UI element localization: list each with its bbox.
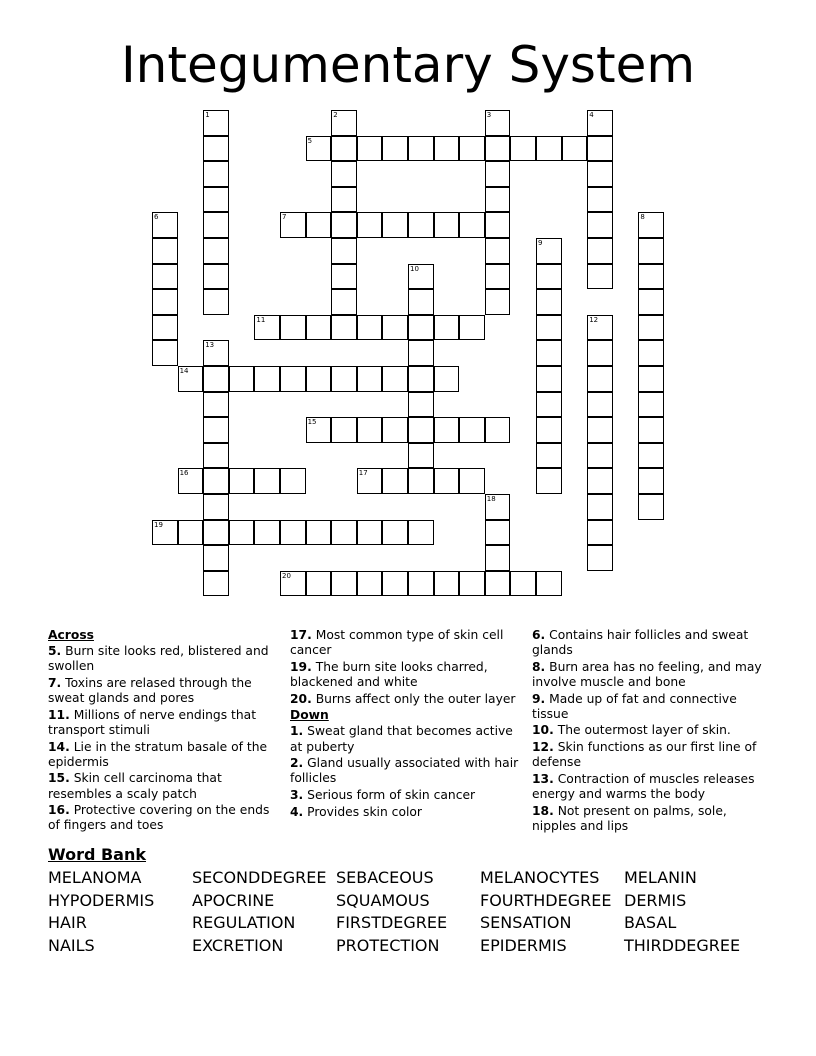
clue-number: 14.: [48, 739, 70, 754]
crossword-cell[interactable]: [638, 366, 664, 392]
crossword-cell[interactable]: [203, 110, 229, 136]
clue-number: 5.: [48, 644, 62, 659]
crossword-cell[interactable]: [331, 238, 357, 264]
crossword-cell[interactable]: [203, 136, 229, 162]
clue-number: 4.: [290, 804, 304, 819]
crossword-cell[interactable]: [587, 110, 613, 136]
crossword-cell[interactable]: [357, 571, 383, 597]
cell-number: 7: [282, 213, 287, 222]
crossword-cell[interactable]: [510, 136, 536, 162]
crossword-cell[interactable]: [587, 238, 613, 264]
crossword-cell[interactable]: [536, 468, 562, 494]
word-bank-word: EPIDERMIS: [480, 935, 567, 955]
crossword-cell[interactable]: [306, 571, 332, 597]
crossword-cell[interactable]: [280, 366, 306, 392]
crossword-cell[interactable]: [408, 520, 434, 546]
crossword-cell[interactable]: [152, 340, 178, 366]
crossword-cell[interactable]: [152, 289, 178, 315]
crossword-cell[interactable]: [638, 417, 664, 443]
crossword-cell[interactable]: [203, 264, 229, 290]
crossword-cell[interactable]: [638, 392, 664, 418]
clue-text: Serious form of skin cancer: [303, 787, 476, 802]
cell-number: 2: [333, 111, 338, 119]
crossword-cell[interactable]: [203, 468, 229, 494]
clue: [532, 723, 768, 738]
crossword-cell[interactable]: [434, 315, 460, 341]
cell-number: 4: [589, 111, 594, 119]
crossword-cell[interactable]: [280, 212, 306, 238]
crossword-cell[interactable]: [203, 340, 229, 366]
clue: [532, 692, 768, 722]
word-bank-word: SECONDDEGREE: [192, 868, 327, 887]
crossword-cell[interactable]: [638, 494, 664, 520]
crossword-cell[interactable]: [536, 571, 562, 597]
crossword-cell[interactable]: [408, 392, 434, 418]
clue-text: Burn site looks red, blistered and swollen: [48, 644, 269, 674]
crossword-cell[interactable]: [357, 468, 383, 494]
page-title: Integumentary System: [120, 36, 696, 94]
clue-text: Burns affect only the outer layer: [311, 691, 516, 706]
clue-text: Contraction of muscles releases energy and warms the body: [532, 771, 755, 801]
crossword-cell[interactable]: [459, 136, 485, 162]
crossword-cell[interactable]: [459, 571, 485, 597]
crossword-cell[interactable]: [408, 136, 434, 162]
crossword-cell[interactable]: [562, 136, 588, 162]
crossword-cell[interactable]: [408, 264, 434, 290]
cell-number: 13: [205, 341, 215, 350]
crossword-cell[interactable]: [485, 161, 511, 187]
clue: [532, 772, 768, 802]
word-bank: [48, 867, 788, 957]
cell-number: 3: [486, 111, 492, 119]
crossword-cell[interactable]: [331, 315, 357, 341]
crossword-cell[interactable]: [408, 289, 434, 315]
crossword-cell[interactable]: [382, 468, 408, 494]
clue-text: The burn site looks charred, blackened and white: [290, 659, 488, 689]
crossword-cell[interactable]: [152, 212, 178, 238]
cell-number: 9: [538, 239, 543, 247]
crossword-cell[interactable]: [178, 366, 204, 392]
crossword-cell[interactable]: [408, 315, 434, 341]
crossword-cell[interactable]: [203, 571, 229, 597]
crossword-cell[interactable]: [203, 545, 229, 571]
clue: [48, 644, 284, 674]
word-bank-word: APOCRINE: [192, 890, 275, 910]
clue-number: 1.: [290, 724, 304, 739]
clue-text: Skin functions as our first line of defense: [532, 739, 757, 770]
crossword-cell[interactable]: [434, 212, 460, 238]
crossword-cell[interactable]: [638, 443, 664, 469]
crossword-cell[interactable]: [587, 545, 613, 571]
clue-number: 18.: [532, 803, 554, 818]
cell-number: 5: [307, 136, 313, 145]
crossword-cell[interactable]: [408, 212, 434, 238]
crossword-cell[interactable]: [280, 571, 306, 597]
clue-text: Toxins are relased through the sweat glands and pores: [48, 676, 252, 706]
clue-number: 12.: [532, 739, 554, 754]
crossword-cell[interactable]: [203, 161, 229, 187]
crossword-cell[interactable]: [485, 136, 511, 162]
clue-number: 3.: [290, 787, 304, 802]
clues-column-1: [48, 628, 284, 835]
crossword-cell[interactable]: [638, 468, 664, 494]
crossword-cell[interactable]: [638, 238, 664, 264]
crossword-cell[interactable]: [434, 136, 460, 162]
crossword-cell[interactable]: [152, 264, 178, 290]
cell-number: 11: [256, 315, 266, 324]
crossword-cell[interactable]: [536, 136, 562, 162]
crossword-cell[interactable]: [536, 443, 562, 469]
clue-number: 11.: [48, 707, 70, 722]
crossword-cell[interactable]: [203, 443, 229, 469]
clue-number: 15.: [48, 771, 70, 786]
crossword-cell[interactable]: [485, 187, 511, 213]
crossword-cell[interactable]: [331, 417, 357, 443]
crossword-cell[interactable]: [408, 571, 434, 597]
crossword-cell[interactable]: [587, 136, 613, 162]
crossword-cell[interactable]: [536, 238, 562, 264]
word-bank-word: SEBACEOUS: [336, 868, 434, 887]
crossword-cell[interactable]: [357, 136, 383, 162]
clue-number: 9.: [532, 691, 546, 706]
crossword-cell[interactable]: [331, 110, 357, 136]
crossword-cell[interactable]: [280, 315, 306, 341]
crossword-cell[interactable]: [331, 366, 357, 392]
clue-text: The outermost layer of skin.: [553, 723, 731, 738]
word-bank-row: [48, 867, 788, 890]
word-bank-word: DERMIS: [624, 890, 687, 910]
crossword-cell[interactable]: [382, 520, 408, 546]
clue: [532, 660, 768, 690]
clue-number: 19.: [290, 659, 312, 674]
crossword-cell[interactable]: [382, 136, 408, 162]
crossword-cell[interactable]: [306, 520, 332, 546]
crossword-cell[interactable]: [203, 494, 229, 520]
crossword-cell[interactable]: [587, 392, 613, 418]
word-bank-row: [48, 935, 788, 958]
clue-text: Made up of fat and connective tissue: [532, 691, 737, 721]
clue-text: Burn area has no feeling, and may involve muscle and bone: [532, 659, 762, 689]
crossword-cell[interactable]: [203, 238, 229, 264]
crossword-cell[interactable]: [587, 494, 613, 520]
crossword-cell[interactable]: [459, 212, 485, 238]
crossword-cell[interactable]: [306, 417, 332, 443]
cell-number: 16: [179, 469, 189, 478]
crossword-cell[interactable]: [382, 315, 408, 341]
crossword-cell[interactable]: [638, 212, 664, 238]
crossword-cell[interactable]: [203, 520, 229, 546]
crossword-cell[interactable]: [357, 212, 383, 238]
crossword-cell[interactable]: [587, 468, 613, 494]
crossword-cell[interactable]: [485, 417, 511, 443]
crossword-cell[interactable]: [382, 366, 408, 392]
word-bank-word: HAIR: [48, 913, 87, 933]
cell-number: 8: [640, 213, 645, 222]
clue-number: 16.: [48, 803, 70, 818]
clue-text: Most common type of skin cell cancer: [290, 628, 504, 658]
crossword-cell[interactable]: [357, 315, 383, 341]
crossword-cell[interactable]: [536, 340, 562, 366]
clue: [532, 628, 768, 658]
word-bank-word: MELANOMA: [48, 868, 142, 887]
crossword-cell[interactable]: [331, 187, 357, 213]
crossword-cell[interactable]: [459, 315, 485, 341]
word-bank-row: [48, 912, 788, 935]
clue: [290, 660, 526, 690]
clue-text: Provides skin color: [303, 804, 422, 819]
crossword-cell[interactable]: [510, 571, 536, 597]
cell-number: 18: [486, 495, 496, 503]
clue-text: Sweat gland that becomes active at puberty: [290, 724, 513, 754]
crossword-cell[interactable]: [485, 212, 511, 238]
crossword-cell[interactable]: [331, 161, 357, 187]
clue-number: 2.: [290, 756, 304, 771]
crossword-cell[interactable]: [408, 417, 434, 443]
clue: [48, 740, 284, 770]
crossword-cell[interactable]: [152, 520, 178, 546]
clue-number: 17.: [290, 628, 312, 642]
clue-text: Millions of nerve endings that transport stimuli: [48, 707, 257, 737]
crossword-cell[interactable]: [638, 340, 664, 366]
clue-text: Lie in the stratum basale of the epidermis: [48, 739, 268, 769]
cell-number: 12: [589, 315, 599, 324]
crossword-cell[interactable]: [587, 161, 613, 187]
word-bank-row: [48, 890, 788, 913]
crossword-cell[interactable]: [434, 366, 460, 392]
clue: [290, 692, 526, 707]
clue-number: 10.: [532, 723, 554, 738]
crossword-cell[interactable]: [434, 417, 460, 443]
crossword-cell[interactable]: [203, 366, 229, 392]
crossword-cell[interactable]: [203, 289, 229, 315]
word-bank-title: Word Bank: [48, 845, 147, 864]
word-bank-word: FOURTHDEGREE: [480, 890, 612, 910]
clue-text: Contains hair follicles and sweat glands: [532, 628, 749, 658]
crossword-cell[interactable]: [536, 366, 562, 392]
crossword-cell[interactable]: [408, 366, 434, 392]
crossword-cell[interactable]: [306, 136, 332, 162]
cell-number: 20: [282, 571, 291, 580]
crossword-cell[interactable]: [459, 468, 485, 494]
crossword-cell[interactable]: [357, 520, 383, 546]
crossword-cell[interactable]: [485, 520, 511, 546]
clue-text: Protective covering on the ends of fingers and toes: [48, 803, 270, 833]
clue: [48, 803, 284, 833]
clue: [532, 740, 768, 770]
crossword-cell[interactable]: [331, 571, 357, 597]
crossword-cell[interactable]: [178, 468, 204, 494]
crossword-cell[interactable]: [638, 315, 664, 341]
crossword-cell[interactable]: [485, 494, 511, 520]
crossword-cell[interactable]: [203, 187, 229, 213]
crossword-cell[interactable]: [178, 520, 204, 546]
crossword-cell[interactable]: [331, 264, 357, 290]
crossword-cell[interactable]: [587, 187, 613, 213]
crossword-cell[interactable]: [587, 315, 613, 341]
crossword-cell[interactable]: [280, 520, 306, 546]
clues-column-3: [532, 628, 768, 835]
crossword-cell[interactable]: [229, 520, 255, 546]
crossword-cell[interactable]: [434, 468, 460, 494]
clue: [48, 676, 284, 706]
crossword-cell[interactable]: [382, 212, 408, 238]
crossword-cell[interactable]: [434, 571, 460, 597]
crossword-cell[interactable]: [587, 443, 613, 469]
clue-number: 7.: [48, 676, 62, 690]
word-bank-word: BASAL: [624, 913, 677, 933]
across-heading: Across: [48, 628, 94, 642]
crossword-cell[interactable]: [152, 315, 178, 341]
clue: [290, 788, 526, 803]
crossword-cell[interactable]: [587, 417, 613, 443]
cell-number: 6: [154, 213, 159, 222]
word-bank-word: REGULATION: [192, 913, 296, 933]
crossword-cell[interactable]: [254, 315, 280, 341]
crossword-cell[interactable]: [357, 366, 383, 392]
crossword-cell[interactable]: [536, 417, 562, 443]
crossword-cell[interactable]: [485, 289, 511, 315]
crossword-cell[interactable]: [587, 264, 613, 290]
crossword-cell[interactable]: [638, 264, 664, 290]
clue-number: 20.: [290, 691, 312, 706]
crossword-cell[interactable]: [254, 366, 280, 392]
clue: [290, 628, 526, 658]
word-bank-word: SQUAMOUS: [336, 890, 430, 910]
crossword-cell[interactable]: [536, 289, 562, 315]
word-bank-word: MELANIN: [624, 868, 697, 887]
crossword-cell[interactable]: [331, 289, 357, 315]
crossword-cell[interactable]: [254, 520, 280, 546]
crossword-cell[interactable]: [254, 468, 280, 494]
clue: [532, 804, 768, 834]
crossword-cell[interactable]: [306, 366, 332, 392]
crossword-cell[interactable]: [203, 212, 229, 238]
crossword-cell[interactable]: [331, 212, 357, 238]
clue: [48, 708, 284, 738]
crossword-cell[interactable]: [306, 315, 332, 341]
word-bank-word: EXCRETION: [192, 935, 284, 955]
clue: [290, 805, 526, 820]
word-bank-word: THIRDDEGREE: [624, 935, 741, 955]
crossword-cell[interactable]: [485, 238, 511, 264]
word-bank-word: MELANOCYTES: [480, 868, 600, 887]
crossword-cell[interactable]: [485, 264, 511, 290]
crossword-cell[interactable]: [485, 545, 511, 571]
cell-number: 15: [307, 418, 317, 427]
clue-number: 6.: [532, 628, 546, 642]
clue-text: Gland usually associated with hair follicles: [290, 756, 519, 786]
word-bank-word: NAILS: [48, 935, 95, 955]
crossword-cell[interactable]: [485, 110, 511, 136]
crossword-cell[interactable]: [536, 392, 562, 418]
crossword-cell[interactable]: [587, 340, 613, 366]
down-heading: Down: [290, 708, 329, 723]
clue-text: Skin cell carcinoma that resembles a scaly patch: [48, 771, 222, 801]
clue: [290, 756, 526, 786]
crossword-cell[interactable]: [152, 238, 178, 264]
crossword-cell[interactable]: [408, 443, 434, 469]
crossword-cell[interactable]: [638, 289, 664, 315]
crossword-cell[interactable]: [459, 417, 485, 443]
crossword-cell[interactable]: [331, 136, 357, 162]
cell-number: 1: [205, 111, 210, 119]
word-bank-word: PROTECTION: [336, 935, 440, 955]
crossword-cell[interactable]: [536, 264, 562, 290]
word-bank-word: FIRSTDEGREE: [336, 913, 448, 933]
crossword-cell[interactable]: [382, 417, 408, 443]
crossword-cell[interactable]: [536, 315, 562, 341]
crossword-cell[interactable]: [382, 571, 408, 597]
crossword-cell[interactable]: [203, 417, 229, 443]
clue-number: 13.: [532, 771, 554, 786]
clue-text: Not present on palms, sole, nipples and lips: [532, 803, 727, 833]
crossword-cell[interactable]: [331, 520, 357, 546]
crossword-cell[interactable]: [587, 212, 613, 238]
clue: [48, 771, 284, 801]
crossword-cell[interactable]: [357, 417, 383, 443]
crossword-cell[interactable]: [587, 520, 613, 546]
cell-number: 10: [410, 264, 419, 273]
crossword-cell[interactable]: [587, 366, 613, 392]
crossword-cell[interactable]: [306, 212, 332, 238]
crossword-cell[interactable]: [408, 468, 434, 494]
clue: [290, 724, 526, 754]
crossword-cell[interactable]: [229, 366, 255, 392]
crossword-cell[interactable]: [485, 571, 511, 597]
clues-column-2: [290, 628, 526, 821]
crossword-cell[interactable]: [280, 468, 306, 494]
word-bank-word: SENSATION: [480, 913, 572, 933]
clue-number: 8.: [532, 659, 546, 674]
cell-number: 19: [154, 520, 163, 529]
crossword-cell[interactable]: [408, 340, 434, 366]
cell-number: 17: [358, 469, 368, 478]
crossword-cell[interactable]: [203, 392, 229, 418]
cell-number: 14: [179, 367, 189, 375]
word-bank-word: HYPODERMIS: [48, 890, 155, 910]
crossword-cell[interactable]: [229, 468, 255, 494]
